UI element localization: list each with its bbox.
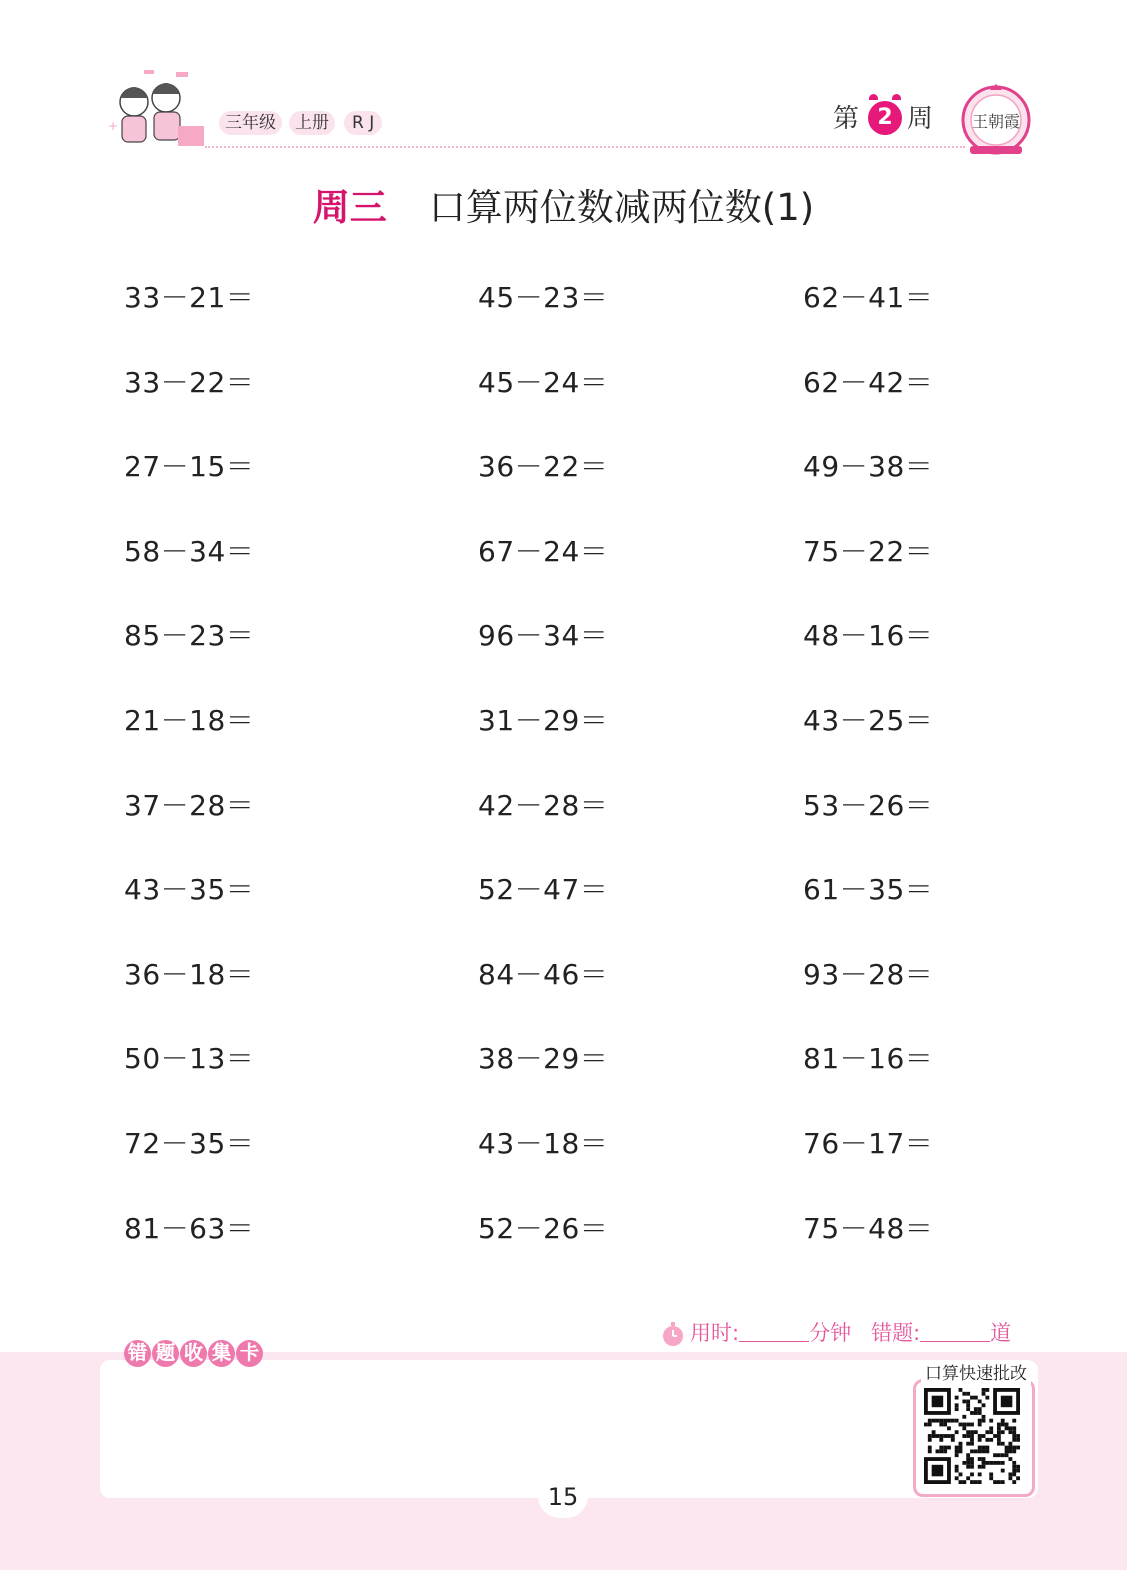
arithmetic-problem: 33－22＝: [124, 365, 255, 399]
arithmetic-problem: 96－34＝: [478, 619, 609, 653]
arithmetic-problem: 37－28＝: [124, 788, 255, 822]
header-divider: [205, 146, 965, 148]
arithmetic-problem: 49－38＝: [803, 450, 934, 484]
title-topic: 口算两位数减两位数(1): [428, 186, 815, 229]
arithmetic-problem: 53－26＝: [803, 788, 934, 822]
time-unit: 分钟: [809, 1321, 852, 1345]
arithmetic-problem: 45－23＝: [478, 281, 609, 314]
arithmetic-problem: 58－34＝: [124, 534, 255, 568]
arithmetic-problem: 76－17＝: [803, 1127, 934, 1160]
time-label: 用时:: [690, 1321, 740, 1345]
arithmetic-problem: 45－24＝: [478, 365, 609, 399]
arithmetic-problem: 43－25＝: [803, 704, 934, 737]
week-prefix: 第: [833, 104, 860, 134]
card-title-char: 卡: [236, 1340, 263, 1367]
children-illustration: [104, 70, 212, 154]
arithmetic-problem: 43－18＝: [478, 1127, 609, 1160]
arithmetic-problem: 81－16＝: [803, 1042, 934, 1076]
arithmetic-problem: 52－26＝: [478, 1211, 609, 1245]
arithmetic-problem: 50－13＝: [124, 1042, 255, 1076]
error-collection-title: [124, 1340, 263, 1367]
arithmetic-problem: 36－18＝: [124, 957, 255, 991]
term-tag: 上册: [289, 111, 335, 135]
svg-text:+: +: [108, 119, 119, 133]
qr-code[interactable]: [924, 1388, 1020, 1484]
errors-blank: [920, 1321, 990, 1342]
arithmetic-problem: 84－46＝: [478, 957, 609, 991]
page-number: 15: [538, 1474, 588, 1518]
arithmetic-problem: 93－28＝: [803, 957, 934, 991]
arithmetic-problem: 75－48＝: [803, 1211, 934, 1245]
arithmetic-problem: 62－41＝: [803, 281, 934, 314]
arithmetic-problem: 81－63＝: [124, 1211, 255, 1245]
page-header: [0, 0, 1127, 170]
grade-tag: 三年级: [219, 111, 282, 135]
arithmetic-problem: 48－16＝: [803, 619, 934, 653]
qr-caption: 口算快速批改: [921, 1362, 1031, 1386]
errors-unit: 道: [990, 1321, 1012, 1345]
arithmetic-problem: 36－22＝: [478, 450, 609, 484]
card-title-char: 题: [152, 1340, 179, 1367]
errors-label: 错题:: [871, 1321, 921, 1345]
brand-logo: [960, 82, 1032, 158]
arithmetic-problem: 43－35＝: [124, 873, 255, 907]
card-title-char: 收: [180, 1340, 207, 1367]
week-suffix: 周: [907, 104, 934, 134]
logo-text: 王朝霞: [971, 112, 1021, 131]
arithmetic-problem: 38－29＝: [478, 1042, 609, 1076]
page-title: [0, 183, 1127, 233]
card-title-char: 错: [124, 1340, 151, 1367]
arithmetic-problem: 75－22＝: [803, 534, 934, 568]
arithmetic-problem: 31－29＝: [478, 704, 609, 737]
card-title-char: 集: [208, 1340, 235, 1367]
week-number-badge: 2: [868, 101, 902, 135]
alarm-bell-right-icon: [892, 94, 901, 100]
arithmetic-problem: 52－47＝: [478, 873, 609, 907]
edition-tag: R J: [344, 111, 382, 135]
alarm-bell-left-icon: [869, 94, 878, 100]
title-day: 周三: [312, 186, 387, 229]
arithmetic-problem: 21－18＝: [124, 704, 255, 737]
arithmetic-problem: 67－24＝: [478, 534, 609, 568]
arithmetic-problem: 27－15＝: [124, 450, 255, 484]
time-error-record: [660, 1316, 1011, 1350]
arithmetic-problem: 85－23＝: [124, 619, 255, 653]
time-blank: [739, 1321, 809, 1342]
arithmetic-problem: 62－42＝: [803, 365, 934, 399]
arithmetic-problem: 72－35＝: [124, 1127, 255, 1160]
arithmetic-problem: 42－28＝: [478, 788, 609, 822]
arithmetic-problem: 61－35＝: [803, 873, 934, 907]
stopwatch-icon: [660, 1321, 686, 1347]
arithmetic-problem: 33－21＝: [124, 281, 255, 314]
